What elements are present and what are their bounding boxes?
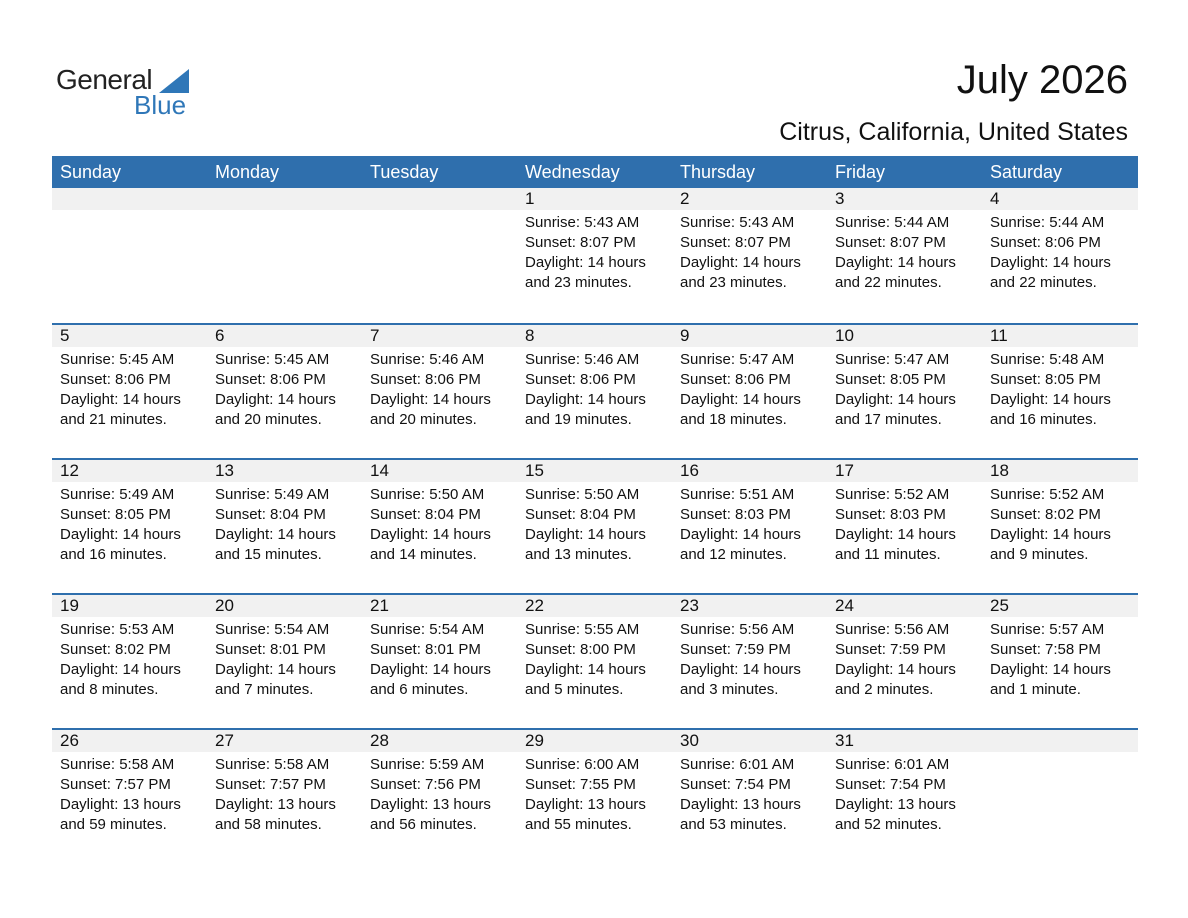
sunrise-text: Sunrise: 5:47 AM [835, 351, 950, 368]
sunset-text: Sunset: 8:04 PM [370, 506, 481, 523]
sunset-text: Sunset: 7:57 PM [215, 776, 326, 793]
daylight-minutes-text: and 16 minutes. [60, 546, 167, 563]
daylight-minutes-text: and 2 minutes. [835, 681, 934, 698]
sunset-text: Sunset: 7:56 PM [370, 776, 481, 793]
daylight-text: Daylight: 14 hours [680, 661, 801, 678]
daylight-text: Daylight: 14 hours [215, 526, 336, 543]
day-number: 26 [60, 731, 79, 750]
day-cell [52, 458, 207, 578]
sunrise-text: Sunrise: 5:56 AM [835, 621, 950, 638]
weekday-header: Saturday [990, 162, 1063, 182]
daylight-minutes-text: and 53 minutes. [680, 816, 787, 833]
day-cell [672, 323, 827, 443]
day-number: 31 [835, 731, 854, 750]
sunset-text: Sunset: 8:05 PM [990, 371, 1101, 388]
daylight-text: Daylight: 14 hours [835, 661, 956, 678]
day-info [680, 213, 801, 293]
day-info [370, 755, 491, 835]
daylight-minutes-text: and 58 minutes. [215, 816, 322, 833]
daylight-text: Daylight: 14 hours [525, 391, 646, 408]
weekday-header: Thursday [680, 162, 756, 182]
daylight-minutes-text: and 56 minutes. [370, 816, 477, 833]
day-info [680, 755, 801, 835]
sunset-text: Sunset: 8:05 PM [60, 506, 171, 523]
day-info [835, 755, 956, 835]
sunset-text: Sunset: 8:07 PM [835, 234, 946, 251]
weekday-header: Sunday [60, 162, 122, 182]
sunrise-text: Sunrise: 5:54 AM [370, 621, 485, 638]
daylight-text: Daylight: 14 hours [990, 526, 1111, 543]
day-number: 11 [990, 326, 1008, 345]
sunset-text: Sunset: 7:54 PM [680, 776, 791, 793]
daylight-text: Daylight: 14 hours [370, 391, 491, 408]
day-number: 12 [60, 461, 79, 480]
day-cell [827, 593, 982, 713]
daylight-text: Daylight: 14 hours [835, 526, 956, 543]
sunrise-text: Sunrise: 5:45 AM [60, 351, 175, 368]
daylight-text: Daylight: 14 hours [525, 254, 646, 271]
daylight-minutes-text: and 19 minutes. [525, 411, 632, 428]
sunset-text: Sunset: 8:01 PM [370, 641, 481, 658]
calendar-week [52, 593, 1138, 713]
day-number: 14 [370, 461, 389, 480]
day-info [215, 485, 336, 565]
daylight-minutes-text: and 14 minutes. [370, 546, 477, 563]
day-info [215, 755, 336, 835]
day-info [60, 485, 181, 565]
location-subtitle: Citrus, California, United States [779, 118, 1128, 146]
sunset-text: Sunset: 7:54 PM [835, 776, 946, 793]
day-info [60, 755, 181, 835]
day-cell [207, 593, 362, 713]
sunset-text: Sunset: 7:59 PM [835, 641, 946, 658]
calendar-week [52, 458, 1138, 578]
day-info [525, 620, 646, 700]
day-cell [517, 188, 672, 308]
sunset-text: Sunset: 7:57 PM [60, 776, 171, 793]
day-number: 15 [525, 461, 544, 480]
day-cell [982, 458, 1137, 578]
daylight-text: Daylight: 14 hours [370, 526, 491, 543]
day-cell [207, 728, 362, 848]
daylight-text: Daylight: 14 hours [835, 391, 956, 408]
day-info [835, 620, 956, 700]
day-info [525, 755, 646, 835]
day-number: 29 [525, 731, 544, 750]
daylight-text: Daylight: 14 hours [60, 661, 181, 678]
empty-day-cell [982, 728, 1137, 848]
day-number: 13 [215, 461, 234, 480]
day-info [525, 350, 646, 430]
daylight-minutes-text: and 9 minutes. [990, 546, 1089, 563]
day-info [990, 485, 1111, 565]
daylight-text: Daylight: 13 hours [680, 796, 801, 813]
daylight-minutes-text: and 23 minutes. [680, 274, 787, 291]
daylight-minutes-text: and 59 minutes. [60, 816, 167, 833]
day-number: 3 [835, 189, 845, 208]
day-number: 20 [215, 596, 234, 615]
empty-day-cell [207, 188, 362, 308]
day-cell [517, 593, 672, 713]
sunset-text: Sunset: 7:59 PM [680, 641, 791, 658]
day-cell [517, 323, 672, 443]
sunset-text: Sunset: 8:02 PM [990, 506, 1101, 523]
sunset-text: Sunset: 8:04 PM [215, 506, 326, 523]
day-info [835, 485, 956, 565]
daylight-minutes-text: and 13 minutes. [525, 546, 632, 563]
daylight-text: Daylight: 14 hours [525, 526, 646, 543]
calendar-week [52, 728, 1138, 848]
day-info [370, 485, 491, 565]
day-number: 2 [680, 189, 690, 208]
daylight-minutes-text: and 6 minutes. [370, 681, 469, 698]
sunrise-text: Sunrise: 5:46 AM [525, 351, 640, 368]
daylight-minutes-text: and 18 minutes. [680, 411, 787, 428]
day-cell [672, 593, 827, 713]
logo [56, 64, 196, 120]
sunrise-text: Sunrise: 6:01 AM [680, 756, 795, 773]
daylight-text: Daylight: 14 hours [835, 254, 956, 271]
page-title: July 2026 [956, 58, 1128, 102]
daylight-text: Daylight: 14 hours [990, 661, 1111, 678]
daylight-minutes-text: and 5 minutes. [525, 681, 624, 698]
weekday-header: Wednesday [525, 162, 620, 182]
day-number: 4 [990, 189, 1000, 208]
sunrise-text: Sunrise: 5:48 AM [990, 351, 1105, 368]
sunset-text: Sunset: 8:01 PM [215, 641, 326, 658]
sunset-text: Sunset: 8:06 PM [990, 234, 1101, 251]
sunrise-text: Sunrise: 5:56 AM [680, 621, 795, 638]
sunrise-text: Sunrise: 5:59 AM [370, 756, 485, 773]
daylight-text: Daylight: 13 hours [525, 796, 646, 813]
day-number: 8 [525, 326, 535, 345]
day-cell [982, 323, 1137, 443]
day-number: 19 [60, 596, 79, 615]
sunset-text: Sunset: 8:06 PM [215, 371, 326, 388]
daylight-minutes-text: and 17 minutes. [835, 411, 942, 428]
daylight-minutes-text: and 20 minutes. [215, 411, 322, 428]
daylight-minutes-text: and 8 minutes. [60, 681, 159, 698]
day-number: 1 [525, 189, 535, 208]
sunrise-text: Sunrise: 5:49 AM [215, 486, 330, 503]
sunrise-text: Sunrise: 6:01 AM [835, 756, 950, 773]
day-number: 23 [680, 596, 699, 615]
daylight-minutes-text: and 3 minutes. [680, 681, 779, 698]
day-cell [362, 323, 517, 443]
sunrise-text: Sunrise: 5:44 AM [835, 214, 950, 231]
day-cell [362, 458, 517, 578]
weekday-header: Tuesday [370, 162, 439, 182]
daylight-text: Daylight: 13 hours [835, 796, 956, 813]
daylight-text: Daylight: 14 hours [60, 526, 181, 543]
weekday-header: Monday [215, 162, 280, 182]
daylight-minutes-text: and 22 minutes. [835, 274, 942, 291]
daylight-text: Daylight: 14 hours [680, 526, 801, 543]
sunset-text: Sunset: 8:03 PM [835, 506, 946, 523]
daylight-minutes-text: and 21 minutes. [60, 411, 167, 428]
sunrise-text: Sunrise: 5:46 AM [370, 351, 485, 368]
sunset-text: Sunset: 8:03 PM [680, 506, 791, 523]
day-cell [52, 323, 207, 443]
day-info [680, 485, 801, 565]
sunset-text: Sunset: 8:06 PM [60, 371, 171, 388]
day-number: 17 [835, 461, 854, 480]
day-number: 16 [680, 461, 699, 480]
sunrise-text: Sunrise: 5:51 AM [680, 486, 795, 503]
daylight-minutes-text: and 12 minutes. [680, 546, 787, 563]
empty-day-cell [52, 188, 207, 308]
day-cell [362, 728, 517, 848]
day-cell [207, 323, 362, 443]
day-number: 7 [370, 326, 380, 345]
daylight-minutes-text: and 20 minutes. [370, 411, 477, 428]
day-number: 22 [525, 596, 544, 615]
day-cell [982, 188, 1137, 308]
day-number: 9 [680, 326, 690, 345]
day-info [990, 213, 1111, 293]
day-number: 24 [835, 596, 854, 615]
daylight-text: Daylight: 14 hours [990, 391, 1111, 408]
weekday-header: Friday [835, 162, 886, 182]
sunrise-text: Sunrise: 5:43 AM [525, 214, 640, 231]
day-info [835, 213, 956, 293]
sunrise-text: Sunrise: 5:49 AM [60, 486, 175, 503]
logo-text-blue: Blue [134, 90, 187, 120]
day-number: 18 [990, 461, 1009, 480]
daylight-text: Daylight: 14 hours [370, 661, 491, 678]
day-cell [672, 188, 827, 308]
day-number: 10 [835, 326, 854, 345]
day-cell [672, 728, 827, 848]
weekday-header-row [52, 156, 1138, 188]
daylight-text: Daylight: 14 hours [680, 391, 801, 408]
sunrise-text: Sunrise: 5:54 AM [215, 621, 330, 638]
sunrise-text: Sunrise: 5:52 AM [990, 486, 1105, 503]
day-info [835, 350, 956, 430]
sunrise-text: Sunrise: 6:00 AM [525, 756, 640, 773]
day-cell [52, 728, 207, 848]
day-cell [207, 458, 362, 578]
sunrise-text: Sunrise: 5:50 AM [525, 486, 640, 503]
day-info [680, 620, 801, 700]
day-cell [362, 593, 517, 713]
sunset-text: Sunset: 8:07 PM [680, 234, 791, 251]
sunset-text: Sunset: 8:06 PM [525, 371, 636, 388]
sunrise-text: Sunrise: 5:43 AM [680, 214, 795, 231]
daylight-text: Daylight: 14 hours [60, 391, 181, 408]
daylight-text: Daylight: 13 hours [215, 796, 336, 813]
daylight-text: Daylight: 13 hours [60, 796, 181, 813]
day-info [525, 485, 646, 565]
sunset-text: Sunset: 8:02 PM [60, 641, 171, 658]
sunset-text: Sunset: 8:06 PM [680, 371, 791, 388]
sunset-text: Sunset: 8:05 PM [835, 371, 946, 388]
sunrise-text: Sunrise: 5:55 AM [525, 621, 640, 638]
sunset-text: Sunset: 8:07 PM [525, 234, 636, 251]
daylight-minutes-text: and 16 minutes. [990, 411, 1097, 428]
day-number: 25 [990, 596, 1009, 615]
day-number: 27 [215, 731, 234, 750]
sunrise-text: Sunrise: 5:50 AM [370, 486, 485, 503]
day-info [370, 350, 491, 430]
daylight-minutes-text: and 52 minutes. [835, 816, 942, 833]
daylight-minutes-text: and 23 minutes. [525, 274, 632, 291]
sunrise-text: Sunrise: 5:45 AM [215, 351, 330, 368]
day-cell [982, 593, 1137, 713]
sunrise-text: Sunrise: 5:58 AM [215, 756, 330, 773]
sunset-text: Sunset: 8:06 PM [370, 371, 481, 388]
logo-text-general: General [56, 64, 153, 95]
day-cell [827, 323, 982, 443]
day-cell [517, 458, 672, 578]
day-info [680, 350, 801, 430]
day-number: 5 [60, 326, 70, 345]
day-number: 6 [215, 326, 225, 345]
day-cell [827, 188, 982, 308]
sunset-text: Sunset: 8:00 PM [525, 641, 636, 658]
day-info [215, 620, 336, 700]
day-info [525, 213, 646, 293]
sunset-text: Sunset: 8:04 PM [525, 506, 636, 523]
sunrise-text: Sunrise: 5:52 AM [835, 486, 950, 503]
sunrise-text: Sunrise: 5:53 AM [60, 621, 175, 638]
daylight-minutes-text: and 11 minutes. [835, 546, 941, 563]
daylight-minutes-text: and 1 minute. [990, 681, 1081, 698]
day-info [60, 350, 181, 430]
calendar-week [52, 188, 1138, 308]
daylight-text: Daylight: 14 hours [680, 254, 801, 271]
daylight-minutes-text: and 55 minutes. [525, 816, 632, 833]
day-info [370, 620, 491, 700]
sunset-text: Sunset: 7:55 PM [525, 776, 636, 793]
daylight-text: Daylight: 14 hours [215, 391, 336, 408]
daylight-minutes-text: and 7 minutes. [215, 681, 314, 698]
day-cell [517, 728, 672, 848]
daylight-minutes-text: and 15 minutes. [215, 546, 322, 563]
day-info [990, 620, 1111, 700]
daylight-text: Daylight: 14 hours [215, 661, 336, 678]
sunrise-text: Sunrise: 5:58 AM [60, 756, 175, 773]
sunrise-text: Sunrise: 5:47 AM [680, 351, 795, 368]
calendar-week [52, 323, 1138, 443]
day-cell [52, 593, 207, 713]
sunrise-text: Sunrise: 5:57 AM [990, 621, 1105, 638]
day-cell [827, 458, 982, 578]
daylight-text: Daylight: 14 hours [525, 661, 646, 678]
day-number: 21 [370, 596, 389, 615]
day-info [990, 350, 1111, 430]
daylight-text: Daylight: 13 hours [370, 796, 491, 813]
daylight-text: Daylight: 14 hours [990, 254, 1111, 271]
sunrise-text: Sunrise: 5:44 AM [990, 214, 1105, 231]
day-cell [827, 728, 982, 848]
sunset-text: Sunset: 7:58 PM [990, 641, 1101, 658]
day-number: 28 [370, 731, 389, 750]
day-info [60, 620, 181, 700]
daylight-minutes-text: and 22 minutes. [990, 274, 1097, 291]
empty-day-cell [362, 188, 517, 308]
day-info [215, 350, 336, 430]
day-cell [672, 458, 827, 578]
day-number: 30 [680, 731, 699, 750]
